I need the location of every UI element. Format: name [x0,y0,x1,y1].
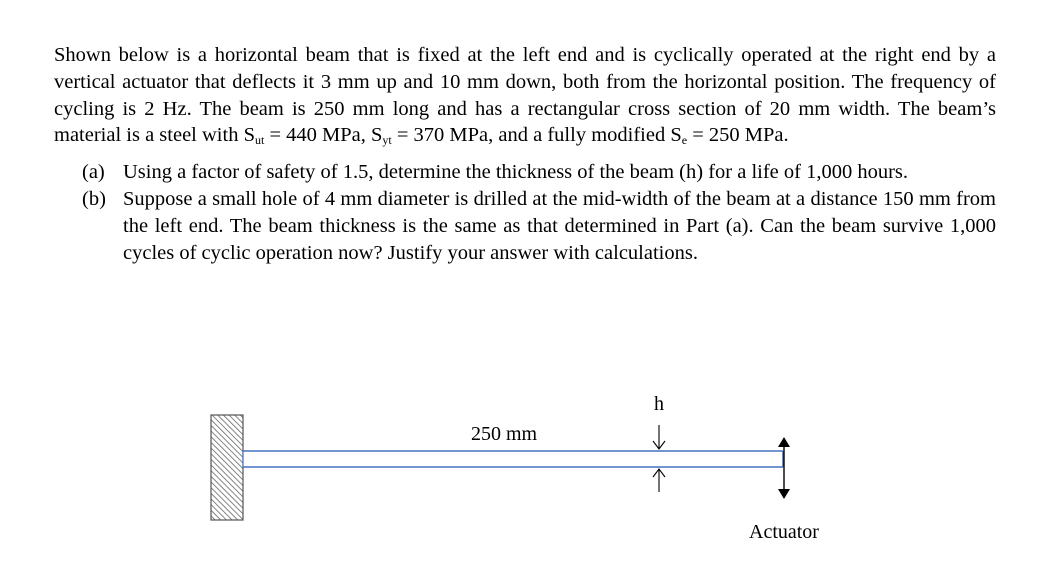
intro-text-2: = 440 MPa, S [264,124,383,147]
thickness-label: h [654,393,664,415]
fixed-wall-support [211,415,243,520]
problem-intro [54,42,996,149]
intro-text-4: = 250 MPa. [687,124,789,147]
actuator-arrow [778,437,790,499]
intro-text-1: Shown below is a horizontal beam that is fixed at the left end and is cyclically operated at the right end by a vertical actuator that deflects it 3 mm up and 10 mm down, both from the horizontal position. The frequency of cycling is 2 Hz. The beam is 250 mm long and has a rectangular cross section of 20 mm width. The beam’s material is a steel with S [54,44,996,147]
thickness-arrow-up [653,469,665,492]
beam-length-label: 250 mm [471,423,538,445]
thickness-arrow-down [653,425,665,449]
intro-text-3: = 370 MPa, and a fully modified S [391,124,682,147]
actuator-label: Actuator [749,521,819,543]
part-b [82,186,996,266]
beam [243,451,783,467]
part-b-label: (b) [82,187,106,210]
problem-statement [54,42,996,266]
part-a-label: (a) [82,161,105,184]
problem-parts [82,159,996,266]
part-a [82,159,996,186]
subscript-e: e [681,133,688,148]
part-b-text: Suppose a small hole of 4 mm diameter is drilled at the mid-width of the beam at a distance 150 mm from the left end. The beam thickness is the same as that determined in Part (a). Can the beam survive 1,000 cycles of cyclic operation now? Justify your answer with calculations. [123,187,996,264]
subscript-yt: yt [382,133,392,148]
part-a-text: Using a factor of safety of 1.5, determine the thickness of the beam (h) for a life of 1,000 hours. [123,161,909,184]
subscript-ut: ut [254,133,265,148]
